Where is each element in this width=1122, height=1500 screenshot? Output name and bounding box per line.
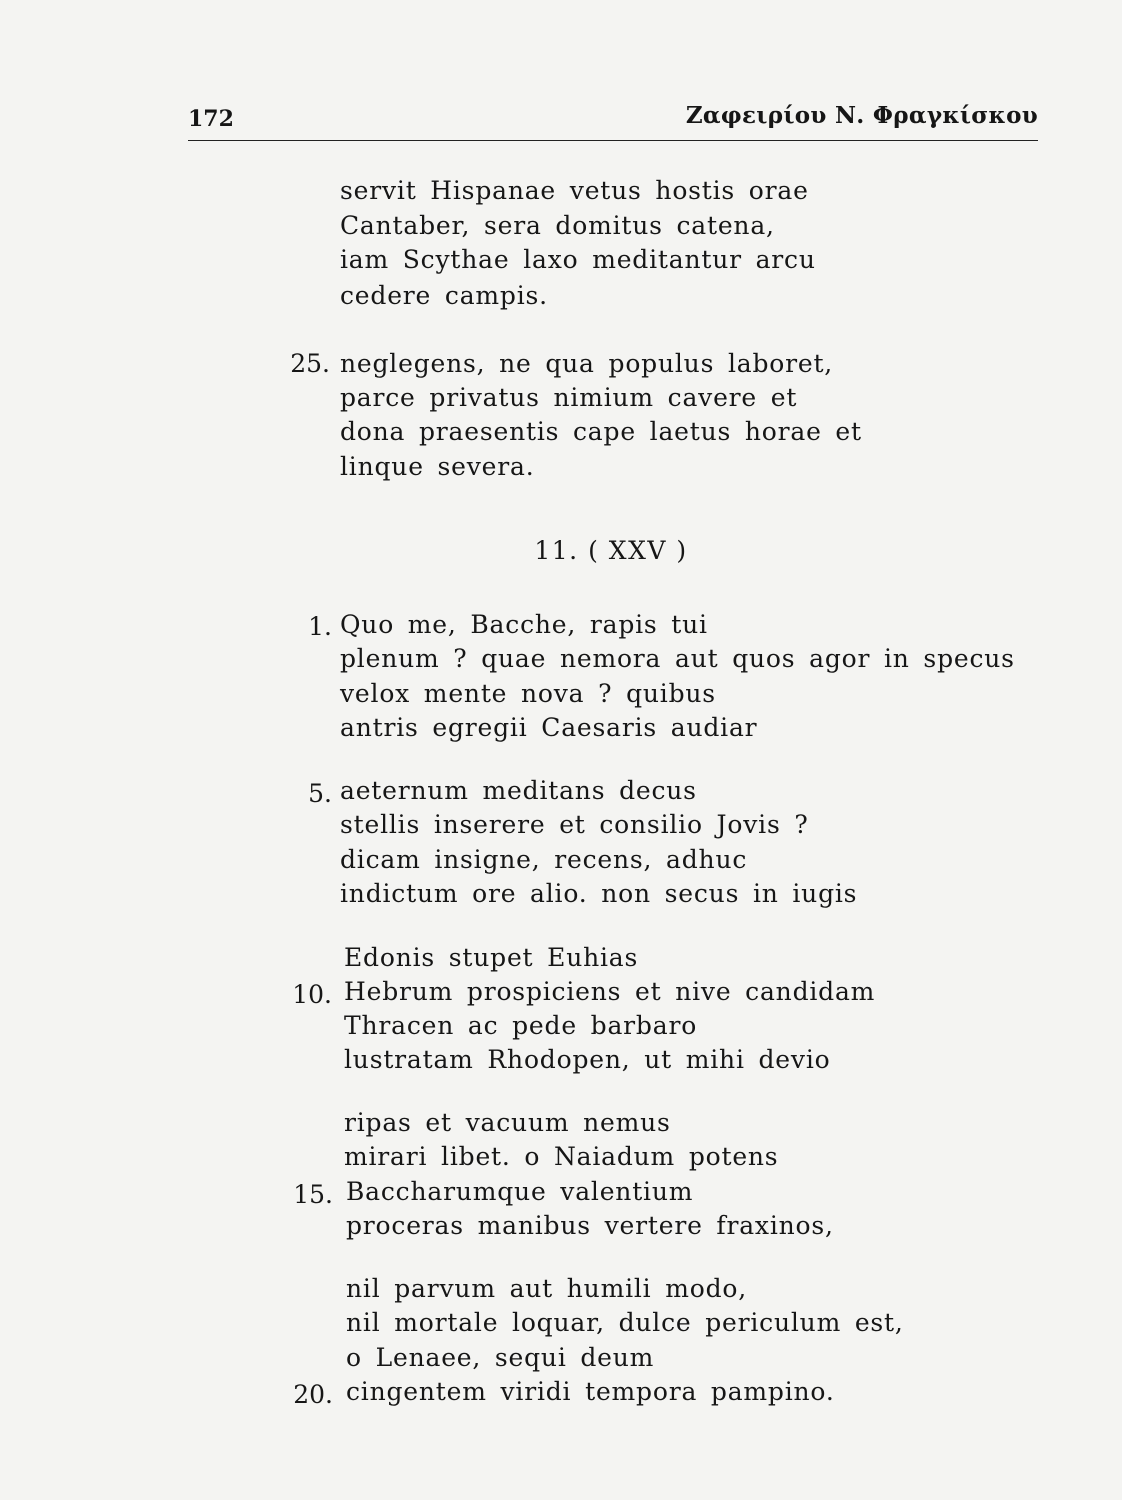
verse-line: Edonis stupet Euhias: [344, 943, 639, 972]
verse-line: linque severa.: [340, 452, 535, 481]
verse-line: o Lenaee, sequi deum: [346, 1343, 655, 1372]
verse-line: parce privatus nimium cavere et: [340, 383, 798, 412]
page-header: [188, 100, 1038, 141]
verse-line: lustratam Rhodopen, ut mihi devio: [344, 1045, 831, 1074]
verse-line: ripas et vacuum nemus: [344, 1108, 671, 1137]
poem-heading: 11. ( XXV ): [534, 536, 688, 565]
verse-line: velox mente nova ? quibus: [340, 679, 716, 708]
page-number: 172: [188, 106, 234, 132]
verse-line: servit Hispanae vetus hostis orae: [340, 176, 809, 205]
verse-line: Quo me, Bacche, rapis tui: [340, 610, 708, 639]
verse-line: cedere campis.: [340, 281, 548, 310]
line-number: 1.: [308, 612, 332, 641]
verse-line: stellis inserere et consilio Jovis ?: [340, 810, 809, 839]
verse-line: aeternum meditans decus: [340, 776, 697, 805]
verse-line: Baccharumque valentium: [346, 1177, 694, 1206]
verse-line: neglegens, ne qua populus laboret,: [340, 349, 834, 378]
verse-line: plenum ? quae nemora aut quos agor in specus: [340, 644, 1015, 673]
verse-line: dicam insigne, recens, adhuc: [340, 845, 748, 874]
verse-line: indictum ore alio. non secus in iugis: [340, 879, 858, 908]
verse-line: proceras manibus vertere fraxinos,: [346, 1211, 834, 1240]
line-number: 10.: [292, 980, 332, 1009]
verse-line: antris egregii Caesaris audiar: [340, 713, 758, 742]
verse-line: nil mortale loquar, dulce periculum est,: [346, 1308, 904, 1337]
verse-line: iam Scythae laxo meditantur arcu: [340, 245, 816, 274]
line-number: 20.: [293, 1380, 333, 1409]
verse-line: dona praesentis cape laetus horae et: [340, 417, 862, 446]
line-number: 5.: [308, 779, 332, 808]
line-number: 25.: [290, 349, 330, 378]
verse-line: nil parvum aut humili modo,: [346, 1274, 747, 1303]
verse-line: Cantaber, sera domitus catena,: [340, 211, 775, 240]
running-head: Ζαφειρίου Ν. Φραγκίσκου: [685, 102, 1038, 129]
verse-line: Hebrum prospiciens et nive candidam: [344, 977, 876, 1006]
verse-line: Thracen ac pede barbaro: [344, 1011, 698, 1040]
line-number: 15.: [293, 1180, 333, 1209]
verse-line: cingentem viridi tempora pampino.: [346, 1377, 835, 1406]
verse-line: mirari libet. o Naiadum potens: [344, 1142, 779, 1171]
